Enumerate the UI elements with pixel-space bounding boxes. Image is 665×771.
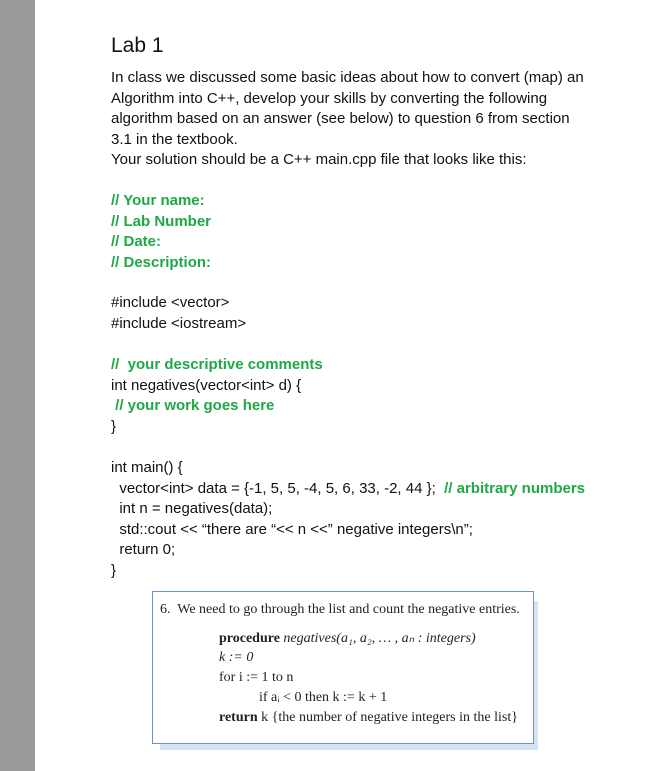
procedure-line — [219, 630, 476, 647]
func-close: } — [111, 417, 117, 435]
intro-line: algorithm based on an answer (see below) to question 6 from section — [111, 110, 570, 127]
return-line — [219, 710, 518, 726]
intro-line: Your solution should be a C++ main.cpp file that looks like this: — [111, 151, 527, 168]
procedure-keyword: procedure — [219, 631, 284, 646]
header-comments — [111, 191, 211, 273]
main-comment: // arbitrary numbers — [444, 479, 586, 497]
k-init-line: k := 0 — [219, 650, 254, 665]
textbook-excerpt — [152, 591, 534, 744]
main-line: int n = negatives(data); — [111, 500, 273, 517]
main-line — [111, 479, 585, 500]
include-line: #include <vector> — [111, 294, 230, 311]
main-close: } — [111, 561, 117, 579]
func-signature: int negatives(vector<int> d) { — [111, 376, 302, 394]
intro-paragraph — [111, 68, 611, 171]
main-code: vector<int> data = {-1, 5, 5, -4, 5, 6, 33, -2, 44 }; — [111, 479, 445, 497]
for-line: for i := 1 to n — [219, 670, 294, 685]
main-line: return 0; — [111, 541, 176, 558]
page-title: Lab 1 — [111, 34, 164, 57]
comment-line: // Your name: — [111, 192, 205, 209]
intro-line: In class we discussed some basic ideas about how to convert (map) an — [111, 69, 584, 86]
function-block — [111, 355, 323, 437]
intro-line: 3.1 in the textbook. — [111, 130, 238, 148]
include-line: #include <iostream> — [111, 314, 247, 332]
return-keyword: return — [219, 710, 262, 725]
left-gutter — [0, 0, 35, 771]
include-block — [111, 293, 246, 334]
func-comment: // your descriptive comments — [111, 356, 323, 373]
document-page — [35, 0, 665, 771]
func-body-comment: // your work goes here — [111, 397, 275, 414]
question-text: 6. We need to go through the list and count the negative entries. — [160, 602, 520, 617]
comment-line: // Lab Number — [111, 212, 212, 230]
main-line: std::cout << “there are “<< n <<” negative integers\n”; — [111, 520, 473, 538]
comment-line: // Description: — [111, 253, 212, 271]
comment-line: // Date: — [111, 233, 162, 250]
main-signature: int main() { — [111, 459, 183, 476]
main-block — [111, 458, 585, 581]
return-text: k {the number of negative integers in the list} — [261, 710, 518, 725]
if-line: if aᵢ < 0 then k := k + 1 — [259, 690, 388, 705]
procedure-name: negatives(a₁, a₂, … , aₙ : integers) — [283, 631, 476, 646]
intro-line: Algorithm into C++, develop your skills by converting the following — [111, 89, 548, 107]
